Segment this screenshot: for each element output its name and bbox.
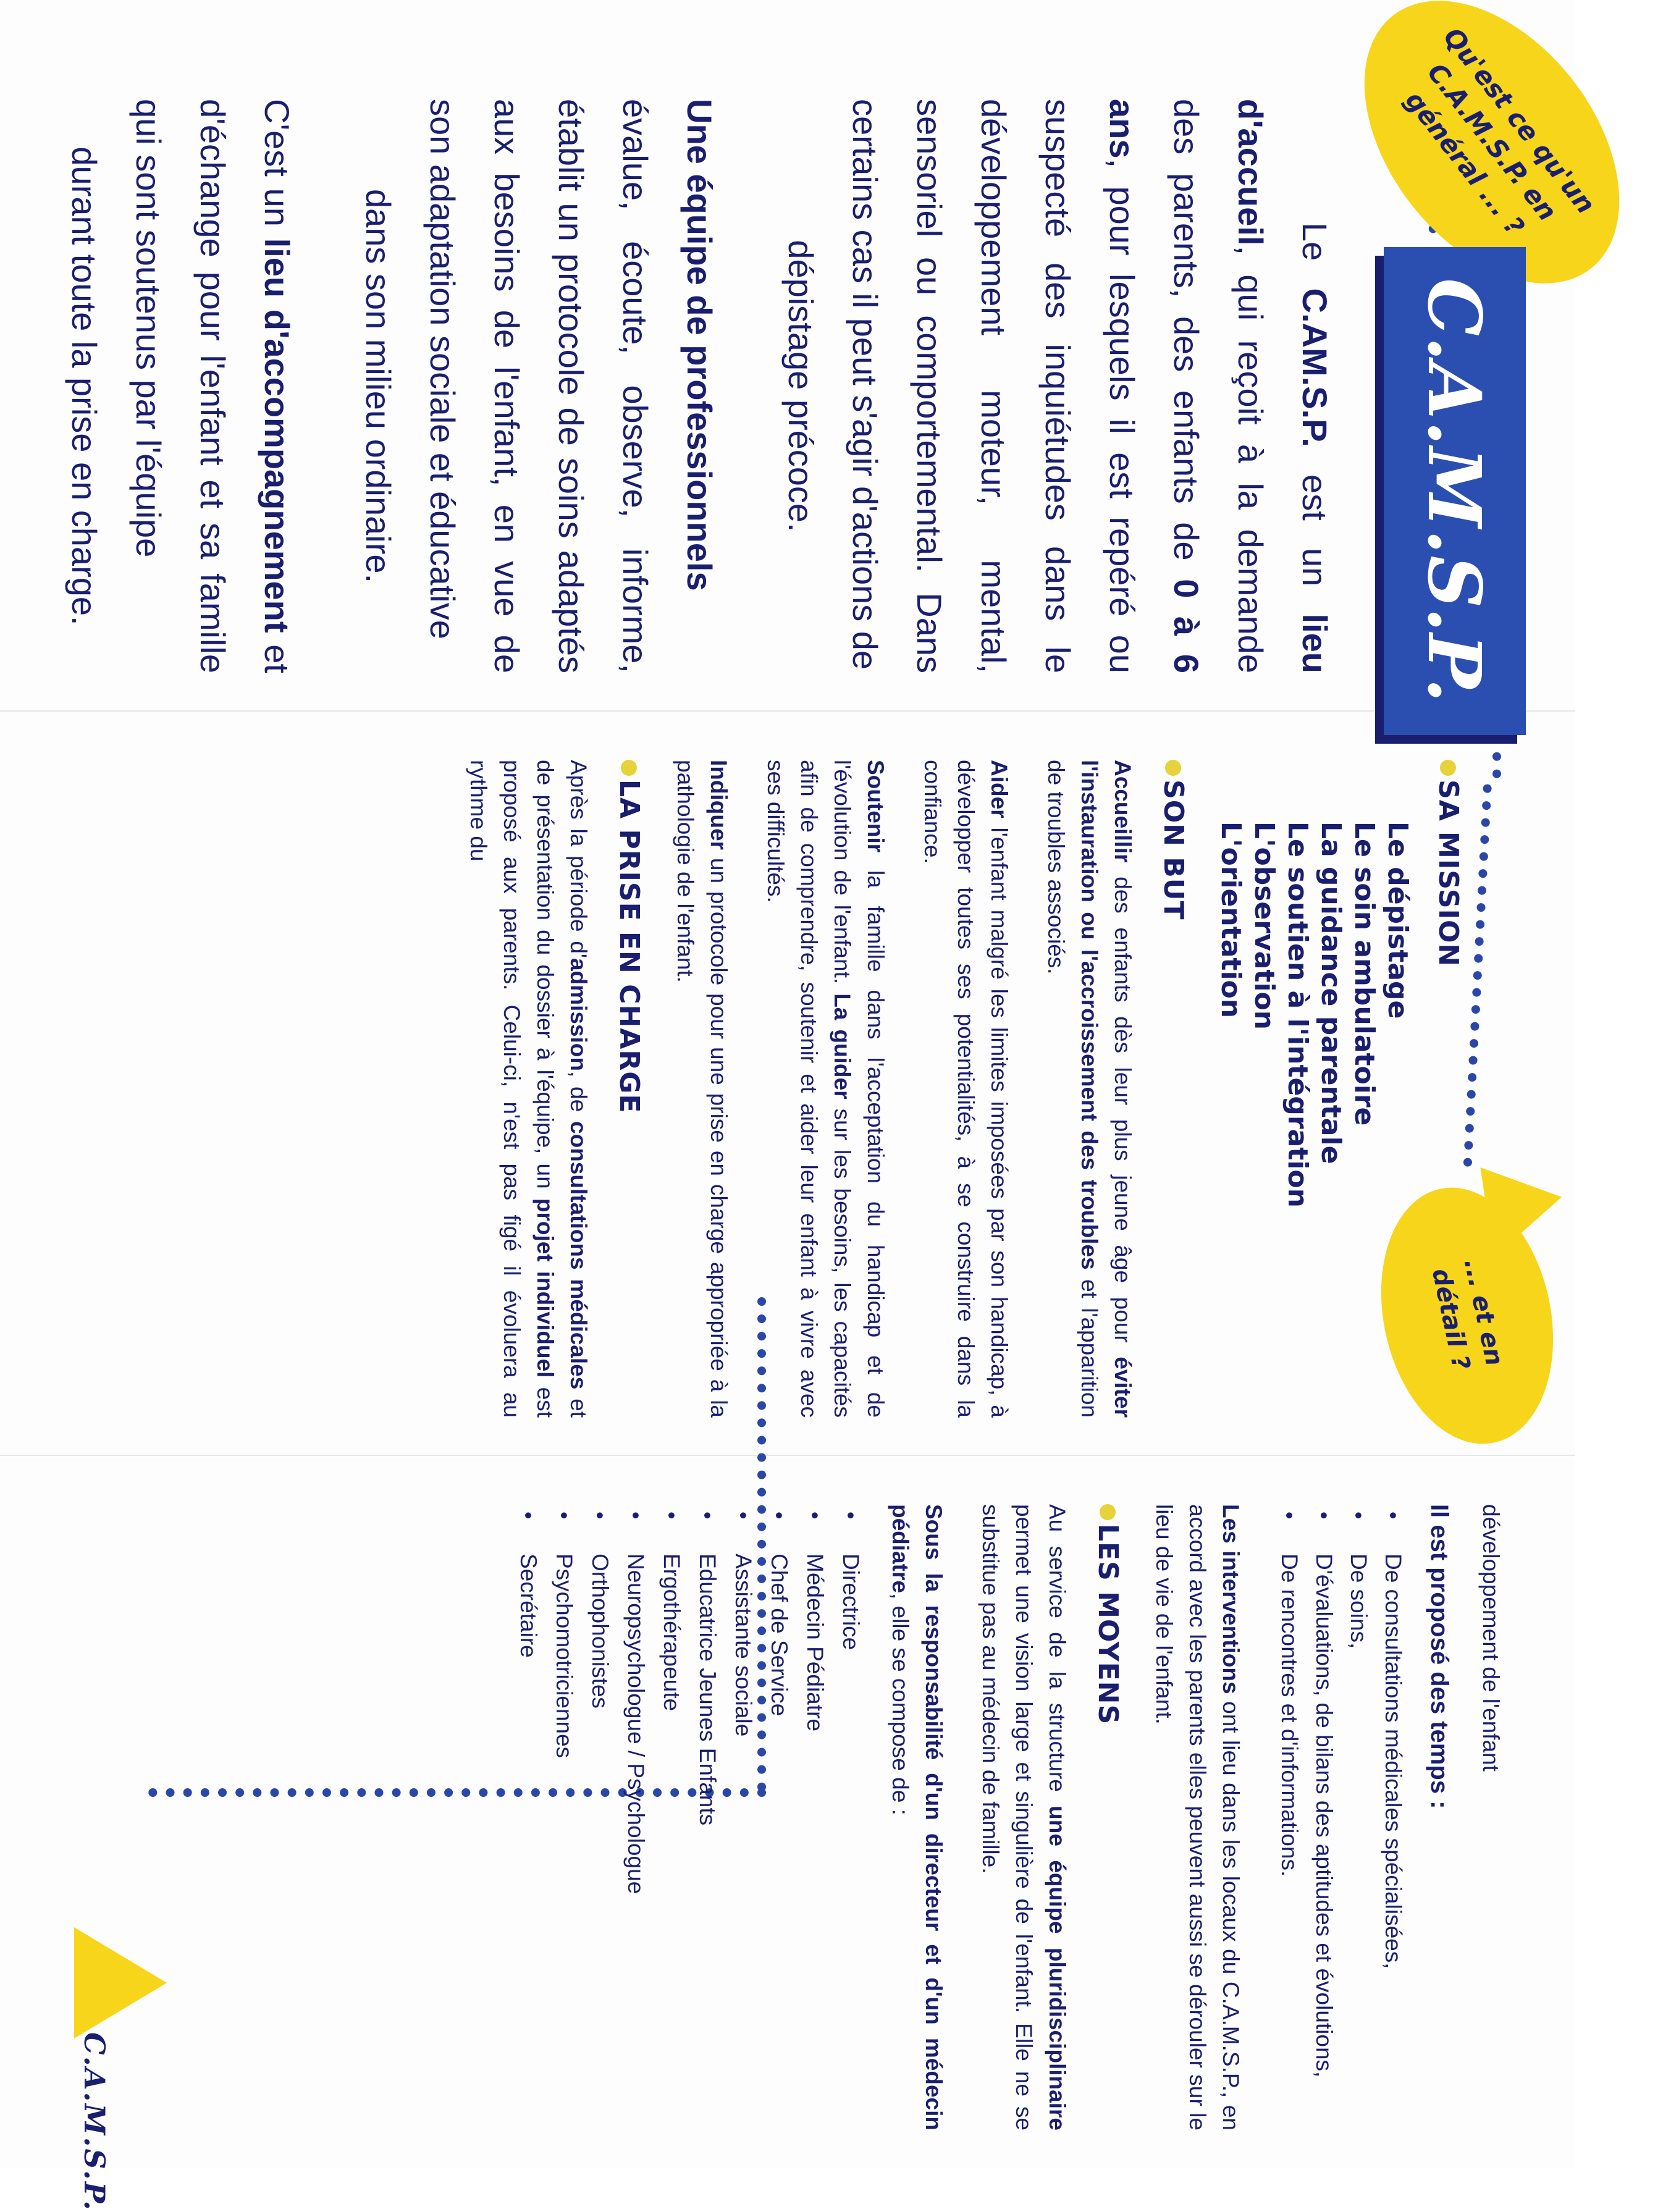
intro-text-end: dépistage précoce.: [781, 240, 820, 532]
but-bold: Accueillir: [1110, 760, 1135, 863]
resp-bold: Sous la responsabilité d'un directeur et d'un médecin pédiatre: [888, 1504, 946, 2130]
intro-text: , pour lesquels il est repéré ou suspecté des inquiétudes dans le développement moteur, mental, sensoriel ou comportemental. Dans certains cas il peut s'agir d'actions de: [846, 99, 1142, 673]
staff-item: • Psychomotriciennes: [546, 1504, 582, 2130]
moyens-bold: une équipe pluridisciplinaire: [1045, 1806, 1070, 2130]
but-text: un protocole pour une prise en charge appropriée à la pathologie de l'enfant.: [673, 760, 731, 1418]
prise-text: Après la période d': [566, 760, 591, 958]
team-bold: Une équipe de professionnels: [680, 99, 719, 591]
staff-item: • Ergothérapeute: [654, 1504, 689, 2130]
prise-bold: consultations médicales: [566, 1121, 591, 1390]
team-text: évalue, écoute, observe, informe, établit un protocole de soins adaptés aux besoins de l'enfant, en vue de son adaptation sociale et éducative: [423, 99, 655, 673]
mission-item: Le soin ambulatoire: [1349, 822, 1380, 1126]
camsp-logo: C.A.M.S.P.: [78, 2032, 111, 2212]
bullet-icon: [1166, 760, 1182, 776]
temps-title: Il est proposé des temps :: [1426, 1504, 1453, 1809]
but-title: SON BUT: [1158, 780, 1189, 920]
mission-item: L'orientation: [1215, 822, 1247, 1019]
team-text-end: dans son milieu ordinaire.: [359, 188, 398, 584]
accomp-paragraph: [52, 99, 309, 673]
but-text: l'enfant malgré les limites imposées par son handicap, à développer toutes ses potentialités, à se construire dans la confiance.: [920, 760, 1012, 1418]
mission-item: L'observation: [1248, 822, 1280, 1030]
bullet-icon: [1100, 1504, 1116, 1520]
but-bold: La guider: [830, 993, 855, 1100]
interventions-text: ont lieu dans les locaux du C.A.M.S.P., en accord avec les parents elles peuvent aussi se dérouler sur le lieu de vie de l'enfant.: [1151, 1504, 1244, 2130]
prise-title: LA PRISE EN CHARGE: [613, 780, 645, 1114]
staff-item: • Secrétaire: [510, 1504, 546, 2130]
but-paragraph: [668, 760, 735, 1418]
intro-bold: lieu d'accueil: [1231, 99, 1334, 673]
mission-title: SA MISSION: [1433, 780, 1464, 967]
prise-bold: admission: [566, 957, 591, 1071]
but-bold: Soutenir: [863, 760, 888, 853]
prise-text: est proposé aux parents. Celui-ci, n'est pas figé il évoluera au rythme du: [466, 760, 558, 1418]
staff-item: • Neuropsychologue / Psychologue: [618, 1504, 654, 2130]
but-text: et l'apparition de troubles associés.: [1043, 760, 1102, 1418]
column-detail: [0, 1455, 1575, 2168]
detail-bubble-text: ... et en détail ?: [1426, 1256, 1509, 1373]
title-box: [1384, 247, 1526, 735]
resp-text: , elle se compose de :: [888, 1592, 913, 1815]
bullet-icon: [1441, 760, 1457, 776]
staff-item: • Médecin Pédiatre: [797, 1504, 833, 2130]
but-bold: Indiquer: [706, 760, 731, 850]
staff-item: • Assistante sociale: [725, 1504, 761, 2130]
prise-text: , de: [566, 1070, 591, 1122]
temps-item: • D'évaluations, de bilans des aptitudes et évolutions,: [1307, 1504, 1341, 2130]
but-bold: Aider: [987, 760, 1012, 818]
moyens-text: Au service de la structure: [1045, 1504, 1070, 1806]
moyens-title: LES MOYENS: [1092, 1524, 1124, 1725]
moyens-text: permet une vision large et singulière de l'enfant. Elle ne se substitue pas au médecin de famille.: [978, 1504, 1037, 2130]
staff-list: [510, 1504, 869, 2130]
intro-bold: 0 à 6 ans: [1103, 99, 1206, 673]
accomp-bold: lieu d'accompagnement: [258, 238, 297, 633]
prise-heading: [613, 760, 645, 1418]
intro-text: est un: [1295, 447, 1334, 614]
but-paragraph: [1039, 760, 1139, 1418]
triangle-icon: [74, 1927, 167, 2038]
prise-bold: projet individuel: [532, 1198, 558, 1378]
moyens-paragraph: [974, 1504, 1074, 2130]
temps-item: • De soins,: [1341, 1504, 1376, 2130]
but-bold: éviter l'instauration ou l'accroissement des troubles: [1077, 760, 1135, 1418]
staff-item: • Educatrice Jeunes Enfants: [689, 1504, 725, 2130]
prise-text: et de présentation du dossier à l'équipe, un: [532, 760, 591, 1418]
interventions-bold: Les interventions: [1218, 1504, 1244, 1694]
intro-paragraph: [768, 99, 1347, 673]
accomp-text-end: durant toute la prise en charge.: [65, 146, 104, 626]
continued-text: développement de l'enfant: [1478, 1504, 1504, 1772]
team-paragraph: [346, 99, 731, 673]
but-heading: [1158, 760, 1189, 1418]
but-paragraph: [759, 760, 892, 1418]
resp-paragraph: [883, 1504, 950, 2130]
staff-item: • Chef de Service: [761, 1504, 797, 2130]
title-box-text: C.A.M.S.P.: [1412, 278, 1498, 704]
temps-item: • De rencontres et d'informations.: [1272, 1504, 1307, 2130]
column-mission: [0, 710, 1575, 1455]
intro-text: , qui reçoit à la demande des parents, des enfants de: [1167, 99, 1270, 673]
staff-item: • Directrice: [833, 1504, 869, 2130]
moyens-heading: [1092, 1504, 1124, 2130]
mission-item: Le dépistage: [1382, 822, 1413, 1019]
staff-item: • Orthophonistes: [582, 1504, 618, 2130]
bullet-icon: [621, 760, 638, 776]
but-text: sur les besoins, les capacités afin de comprendre, soutenir et aider leur enfant à vivre avec ses difficultés.: [763, 760, 855, 1418]
intro-text: Le: [1295, 222, 1334, 288]
but-text: la famille dans l'acceptation du handicap et de l'évolution de l'enfant.: [830, 760, 888, 1418]
temps-item: • De consultations médicales spécialisées,: [1376, 1504, 1410, 2130]
intro-bold: C.AM.S.P.: [1295, 288, 1334, 447]
prise-paragraph: [461, 760, 595, 1418]
mission-item: Le soutien à l'intégration: [1282, 822, 1313, 1208]
question-bubble-text: Qu'est ce qu'un C.A.M.S.P. en général ... ?: [1399, 22, 1601, 242]
but-paragraph: [915, 760, 1016, 1418]
temps-list: [1272, 1504, 1410, 2130]
but-text: des enfants dès leur plus jeune âge pour: [1110, 862, 1135, 1357]
accomp-text: et d'échange pour l'enfant et sa famille qui sont soutenus par l'équipe: [129, 99, 297, 673]
mission-item: La guidance parentale: [1315, 822, 1347, 1164]
column-intro: [0, 0, 1601, 710]
accomp-text: C'est un: [258, 99, 297, 238]
interventions-paragraph: [1147, 1504, 1247, 2130]
